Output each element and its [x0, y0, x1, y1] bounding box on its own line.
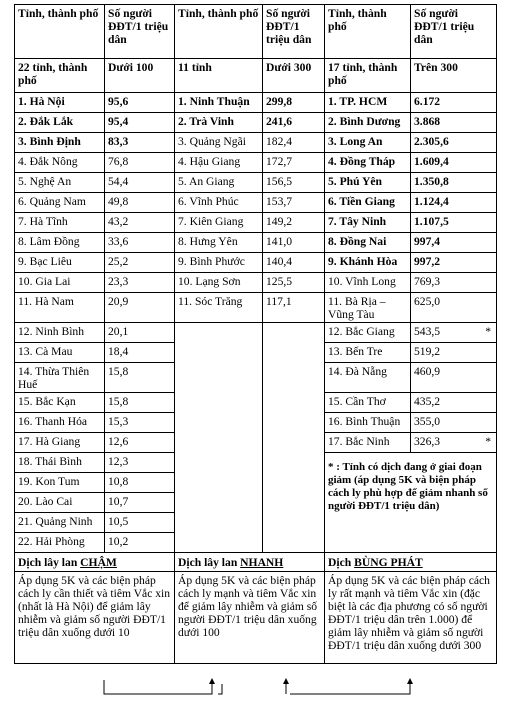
province-value-text: 460,9 — [414, 365, 441, 378]
province-value-text: 153,7 — [266, 195, 293, 208]
province-name-text: 7. Kiên Giang — [178, 215, 244, 228]
province-name-text: 5. Nghệ An — [18, 175, 72, 188]
province-value-text: 241,6 — [266, 115, 293, 128]
category-fast-description: Áp dụng 5K và các biện pháp cách ly mạnh và tiêm Vắc xin để giảm lây nhiễm và giảm số người ĐĐT/1 triệu dân xuống dưới 100 — [175, 572, 325, 664]
province-name-text: 19. Kon Tum — [18, 475, 80, 488]
province-name-text: 5. An Giang — [178, 175, 235, 188]
province-name-text: 16. Thanh Hóa — [18, 415, 88, 428]
province-name-text: 13. Bến Tre — [328, 345, 383, 358]
province-value-text: 10,8 — [108, 475, 129, 488]
province-value-text: 519,2 — [414, 345, 441, 358]
header-province-right: Tỉnh, thành phố — [325, 5, 411, 59]
header-province-mid: Tỉnh, thành phố — [175, 5, 263, 59]
province-value-text: 172,7 — [266, 155, 293, 168]
arrow-fast-to-outbreak — [290, 684, 410, 694]
province-name-text: 16. Bình Thuận — [328, 415, 401, 428]
group-range-left: Dưới 100 — [105, 59, 175, 93]
province-value-text: 355,0 — [414, 415, 441, 428]
province-name-text: 7. Tây Ninh — [328, 215, 387, 228]
province-name-text: 5. Phú Yên — [328, 175, 383, 188]
category-slow-prefix: Dịch lây lan — [18, 556, 81, 569]
group-name-right: 17 tỉnh, thành phố — [325, 59, 411, 93]
province-name-text: 10. Lạng Sơn — [178, 275, 241, 288]
province-name-text: 21. Quảng Ninh — [18, 515, 93, 528]
province-value-text: 95,6 — [108, 95, 129, 108]
province-name-text: 17. Bắc Ninh — [328, 435, 390, 448]
province-name-text: 10. Vĩnh Long — [328, 275, 396, 288]
province-value-text: 326,3 — [414, 435, 441, 448]
province-name-text: 4. Đắk Nông — [18, 155, 78, 168]
province-name-text: 13. Cà Mau — [18, 345, 73, 358]
header-province-left: Tỉnh, thành phố — [15, 5, 105, 59]
province-name-text: 22. Hải Phòng — [18, 535, 85, 548]
arrow-slow-to-fast — [104, 680, 212, 694]
province-value-text: 15,8 — [108, 365, 129, 378]
province-value-text: 25,2 — [108, 255, 129, 268]
province-name-text: 10. Gia Lai — [18, 275, 71, 288]
asterisk-mark: * — [485, 325, 491, 338]
province-name-text: 8. Đồng Nai — [328, 235, 387, 248]
province-name-text: 12. Ninh Bình — [18, 325, 85, 338]
category-outbreak-word: BÙNG PHÁT — [354, 556, 423, 569]
province-value-text: 20,9 — [108, 295, 129, 308]
group-range-mid: Dưới 300 — [263, 59, 325, 93]
province-name-text: 11. Hà Nam — [18, 295, 74, 308]
province-value-text: 10,7 — [108, 495, 129, 508]
province-name-text: 12. Bắc Giang — [328, 325, 395, 338]
category-outbreak-description: Áp dụng 5K và các biện pháp cách ly rất mạnh và tiêm Vắc xin (đặc biệt là các địa phương có số người ĐĐT/1 triệu dân trên 1.000) để giảm lây nhiễm và giảm số người ĐĐT/1 triệu dân xuống dưới 300 — [325, 572, 497, 664]
province-value-text: 20,1 — [108, 325, 129, 338]
province-value-text: 1.107,5 — [414, 215, 449, 228]
province-name-text: 1. Hà Nội — [18, 95, 65, 108]
province-name-text: 3. Quảng Ngãi — [178, 135, 246, 148]
province-name-text: 8. Lâm Đồng — [18, 235, 80, 248]
province-value-text: 6.172 — [414, 95, 441, 108]
header-value-mid: Số người ĐĐT/1 triệu dân — [263, 5, 325, 59]
province-value-text: 12,3 — [108, 455, 129, 468]
province-value-text: 140,4 — [266, 255, 293, 268]
province-name-text: 6. Vĩnh Phúc — [178, 195, 239, 208]
province-name-text: 6. Quảng Nam — [18, 195, 86, 208]
asterisk-mark: * — [485, 435, 491, 448]
arrowhead-up-icon — [407, 678, 413, 684]
province-value-text: 997,2 — [414, 255, 441, 268]
province-value-text: 769,3 — [414, 275, 441, 288]
group-name-left: 22 tỉnh, thành phố — [15, 59, 105, 93]
province-name-text: 9. Khánh Hòa — [328, 255, 398, 268]
province-value-text: 3.868 — [414, 115, 441, 128]
province-value-text: 15,3 — [108, 415, 129, 428]
province-value-text: 1.124,4 — [414, 195, 449, 208]
province-name-text: 11. Bà Rịa – Vũng Tàu — [328, 295, 386, 321]
province-value-text: 2.305,6 — [414, 135, 449, 148]
province-value-text: 997,4 — [414, 235, 441, 248]
province-name-text: 4. Đồng Tháp — [328, 155, 396, 168]
province-value-text: 156,5 — [266, 175, 293, 188]
province-value-text: 10,2 — [108, 535, 129, 548]
arrow-fast-out — [218, 684, 222, 694]
province-value-text: 543,5 — [414, 325, 441, 338]
group-range-right: Trên 300 — [411, 59, 497, 93]
province-value-text: 117,1 — [266, 295, 292, 308]
province-value-text: 54,4 — [108, 175, 129, 188]
province-name-text: 20. Lào Cai — [18, 495, 73, 508]
province-value-text: 435,2 — [414, 395, 441, 408]
province-name-text: 14. Thừa Thiên Huế — [18, 365, 90, 391]
note-text: * : Tỉnh có dịch đang ở giai đoạn giảm (áp dụng 5K và biện pháp cách ly phù hợp để giảm nhanh số người ĐĐT/1 triệu dân) — [328, 461, 488, 512]
province-name-text: 1. Ninh Thuận — [178, 95, 250, 108]
province-value-text: 15,8 — [108, 395, 129, 408]
arrowhead-up-icon — [209, 678, 215, 684]
province-name-text: 8. Hưng Yên — [178, 235, 238, 248]
province-value-text: 23,3 — [108, 275, 129, 288]
province-name-text: 2. Bình Dương — [328, 115, 401, 128]
province-value-text: 76,8 — [108, 155, 129, 168]
arrowhead-up-icon — [283, 678, 289, 684]
category-fast-prefix: Dịch lây lan — [178, 556, 241, 569]
province-value-text: 125,5 — [266, 275, 293, 288]
province-value-text: 182,4 — [266, 135, 293, 148]
province-value-text: 625,0 — [414, 295, 441, 308]
province-value-text: 95,4 — [108, 115, 129, 128]
province-value-text: 141,0 — [266, 235, 293, 248]
province-name-text: 3. Bình Định — [18, 135, 81, 148]
province-name-text: 14. Đà Nẵng — [328, 365, 387, 378]
province-name-text: 7. Hà Tĩnh — [18, 215, 68, 228]
province-name-text: 18. Thái Bình — [18, 455, 82, 468]
province-value-text: 33,6 — [108, 235, 129, 248]
province-value-text: 149,2 — [266, 215, 293, 228]
province-value-text: 12,6 — [108, 435, 129, 448]
group-name-mid: 11 tỉnh — [175, 59, 263, 93]
category-slow-description: Áp dụng 5K và các biện pháp cách ly cần thiết và tiêm Vắc xin (nhất là Hà Nội) để giảm lây nhiễm và giảm số người ĐĐT/1 triệu dân xuống dưới 10 — [15, 572, 175, 664]
province-name-text: 11. Sóc Trăng — [178, 295, 243, 308]
province-name-text: 9. Bạc Liêu — [18, 255, 72, 268]
province-value-text: 1.609,4 — [414, 155, 449, 168]
province-value-text: 299,8 — [266, 95, 293, 108]
province-value-text: 18,4 — [108, 345, 129, 358]
category-slow-word: CHẬM — [80, 556, 117, 569]
province-name-text: 2. Trà Vinh — [178, 115, 234, 128]
header-value-right: Số người ĐĐT/1 triệu dân — [411, 5, 497, 59]
province-value-text: 10,5 — [108, 515, 129, 528]
province-name-text: 9. Bình Phước — [178, 255, 245, 268]
province-value-text: 1.350,8 — [414, 175, 449, 188]
province-name-text: 17. Hà Giang — [18, 435, 81, 448]
province-name-text: 4. Hậu Giang — [178, 155, 241, 168]
province-value-text: 49,8 — [108, 195, 129, 208]
category-fast-word: NHANH — [240, 556, 284, 569]
header-value-left: Số người ĐĐT/1 triệu dân — [105, 5, 175, 59]
province-value-text: 43,2 — [108, 215, 129, 228]
province-name-text: 15. Bắc Kạn — [18, 395, 76, 408]
province-name-text: 6. Tiền Giang — [328, 195, 395, 208]
category-outbreak-prefix: Dịch — [328, 556, 355, 569]
province-name-text: 1. TP. HCM — [328, 95, 388, 108]
province-name-text: 15. Cần Thơ — [328, 395, 386, 408]
province-name-text: 3. Long An — [328, 135, 383, 148]
province-name-text: 2. Đắk Lắk — [18, 115, 74, 128]
province-value-text: 83,3 — [108, 135, 129, 148]
